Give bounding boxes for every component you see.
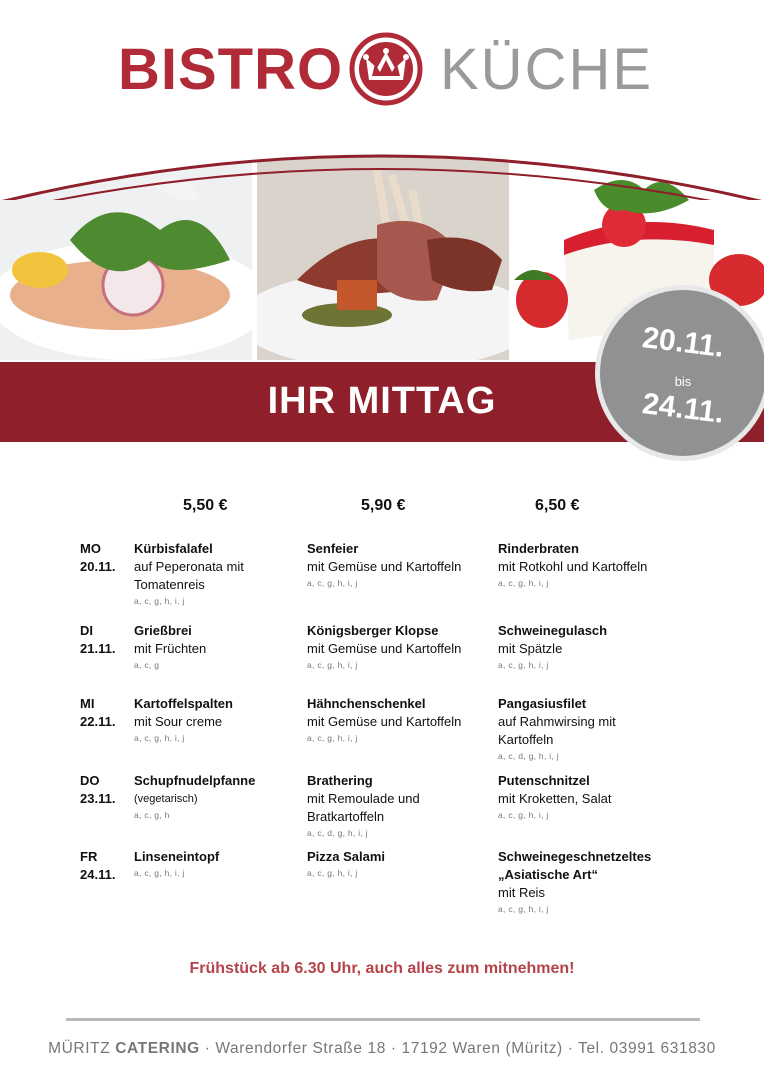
dish-entry [307, 540, 461, 590]
dish-description: Bratkartoffeln [307, 809, 385, 824]
dish-title: Kürbisfalafel [134, 541, 213, 556]
dish-title: Putenschnitzel [498, 773, 590, 788]
dish-title: Rinderbraten [498, 541, 579, 556]
day-name: MI [80, 696, 95, 711]
price-column-1: 5,50 € [183, 497, 228, 514]
dish-entry [307, 622, 461, 672]
dish-allergens: a, c, g, h, i, j [134, 733, 185, 743]
dish-allergens: a, c, d, g, h, i, j [307, 828, 368, 838]
dish-entry [498, 772, 611, 822]
dish-description: auf Peperonata mit [134, 559, 244, 574]
crown-icon [349, 32, 423, 106]
day-label [80, 622, 115, 658]
dish-title: Grießbrei [134, 623, 192, 638]
dish-title: Hähnchenschenkel [307, 696, 426, 711]
dish-allergens: a, c, g, h, i, j [498, 904, 549, 914]
day-name: DO [80, 773, 100, 788]
dish-title: Schupfnudelpfanne [134, 773, 256, 788]
footer [0, 1040, 764, 1058]
dish-allergens: a, c, g, h, i, j [307, 660, 358, 670]
dish-entry [134, 622, 206, 672]
dish-allergens: a, c, g, h, i, j [134, 596, 185, 606]
dish-entry [134, 848, 219, 880]
dish-description: mit Reis [498, 885, 545, 900]
dish-title: Senfeier [307, 541, 359, 556]
dish-title: Kartoffelspalten [134, 696, 233, 711]
dish-description: mit Kroketten, Salat [498, 791, 612, 806]
dish-allergens: a, c, g, h, i, j [134, 868, 185, 878]
day-date: 23.11. [80, 791, 116, 806]
dish-title: Pangasiusfilet [498, 696, 587, 711]
breakfast-note: Frühstück ab 6.30 Uhr, auch alles zum mitnehmen! [189, 960, 575, 977]
dish-allergens: a, c, g, h [134, 810, 170, 820]
logo-word-bistro: BISTRO [118, 37, 344, 102]
day-label [80, 540, 115, 576]
decorative-arcs [0, 130, 764, 200]
day-date: 20.11. [80, 559, 116, 574]
dish-description: mit Früchten [134, 641, 207, 656]
date-to: 24.11. [640, 387, 726, 430]
dish-description: auf Rahmwirsing mit [498, 714, 616, 729]
day-name: MO [80, 541, 101, 556]
dish-allergens: a, c, g, h, i, j [307, 578, 358, 588]
dish-title-line-2: „Asiatische Art“ [498, 867, 598, 882]
dish-entry [498, 622, 607, 672]
dish-description: Tomatenreis [134, 577, 205, 592]
dish-title: Königsberger Klopse [307, 623, 439, 638]
footer-address: · Warendorfer Straße 18 · 17192 Waren (Müritz) · Tel. 03991 631830 [204, 1040, 716, 1057]
logo-word-kueche: KÜCHE [440, 37, 654, 102]
dish-allergens: a, c, g, h, i, j [498, 660, 549, 670]
dish-allergens: a, c, g, h, i, j [307, 733, 358, 743]
dish-entry [498, 848, 651, 916]
banner-title: IHR MITTAG [267, 380, 497, 422]
dish-allergens: a, c, g, h, i, j [498, 578, 549, 588]
dish-entry [134, 772, 255, 822]
day-date: 21.11. [80, 641, 116, 656]
dish-allergens: a, c, g [134, 660, 160, 670]
footer-brand-catering: CATERING [115, 1040, 200, 1057]
dish-note: (vegetarisch) [134, 793, 198, 805]
dish-title: Schweinegulasch [498, 623, 608, 638]
footer-brand-muritz: MÜRITZ [48, 1040, 111, 1057]
dish-allergens: a, c, d, g, h, i, j [498, 751, 559, 761]
day-label [80, 848, 115, 884]
dish-entry [307, 772, 420, 840]
footer-divider [66, 1018, 700, 1021]
date-separator: bis [674, 374, 692, 389]
day-label [80, 695, 115, 731]
dish-description: mit Gemüse und Kartoffeln [307, 714, 462, 729]
day-date: 22.11. [80, 714, 116, 729]
dish-allergens: a, c, g, h, i, j [307, 868, 358, 878]
logo [0, 30, 764, 110]
dish-entry [134, 540, 244, 608]
day-date: 24.11. [80, 867, 116, 882]
date-badge [595, 285, 764, 461]
dish-title: Schweinegeschnetzeltes [498, 849, 652, 864]
dish-description: mit Gemüse und Kartoffeln [307, 641, 462, 656]
dish-title: Linseneintopf [134, 849, 220, 864]
dish-description: mit Remoulade und [307, 791, 420, 806]
date-from: 20.11. [640, 321, 726, 364]
dish-description: Kartoffeln [498, 732, 554, 747]
dish-allergens: a, c, g, h, i, j [498, 810, 549, 820]
day-name: FR [80, 849, 98, 864]
dish-description: mit Spätzle [498, 641, 563, 656]
dish-title: Brathering [307, 773, 373, 788]
dish-entry [134, 695, 233, 745]
dish-title: Pizza Salami [307, 849, 386, 864]
day-label [80, 772, 115, 808]
price-column-2: 5,90 € [361, 497, 406, 514]
dish-entry [498, 695, 616, 763]
dish-entry [498, 540, 647, 590]
price-column-3: 6,50 € [535, 497, 580, 514]
dish-description: mit Gemüse und Kartoffeln [307, 559, 462, 574]
day-name: DI [80, 623, 93, 638]
dish-description: mit Rotkohl und Kartoffeln [498, 559, 648, 574]
dish-entry [307, 695, 461, 745]
dish-description: mit Sour creme [134, 714, 223, 729]
dish-entry [307, 848, 385, 880]
